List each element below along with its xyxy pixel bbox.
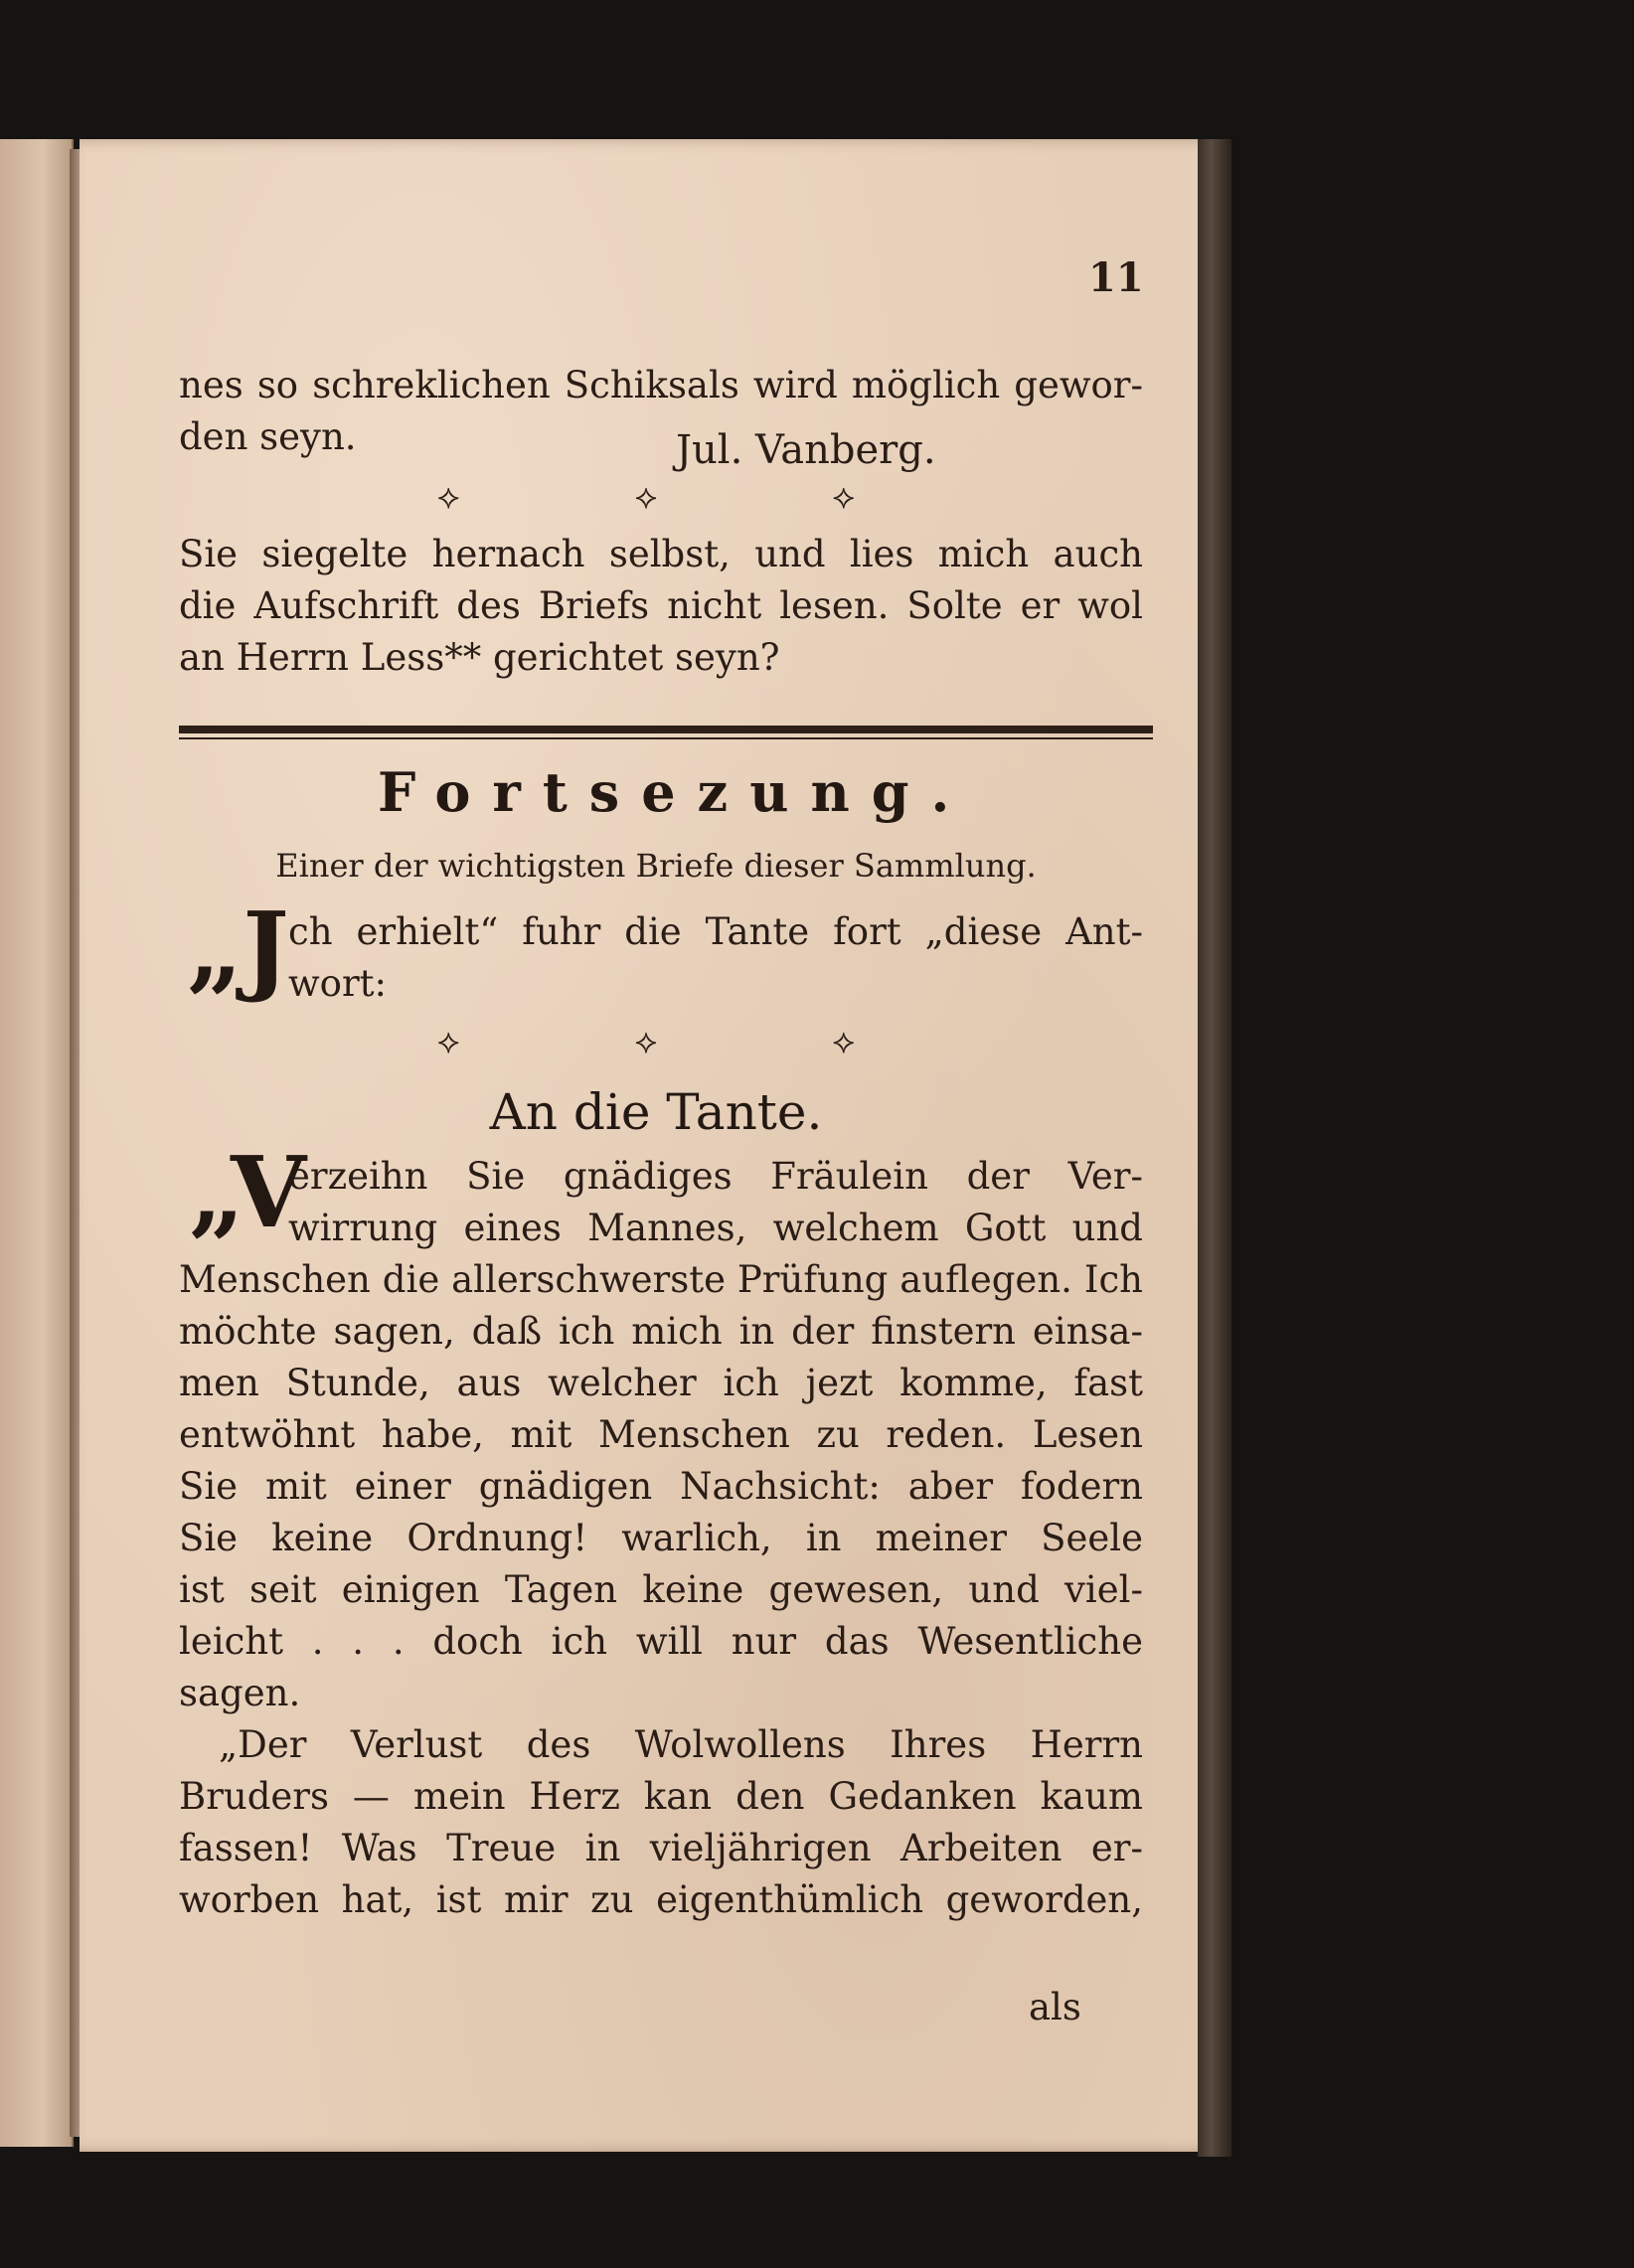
drop-cap-letter: V [230,1136,307,1250]
text-line: Sie siegelte hernach selbst, und lies mich auch [179,533,1143,575]
ornament-icon: ⟡ [832,477,855,517]
section-title: Fortsezung. [378,760,972,824]
drop-cap [189,1136,307,1250]
text-line: „Der Verlust des Wolwollens Ihres Herrn [219,1723,1143,1766]
text-line: Sie keine Ordnung! warlich, in meiner Seele [179,1517,1143,1559]
text-line: ch erhielt“ fuhr die Tante fort „diese Ant- [288,910,1143,953]
open-quote: „ [189,1136,231,1250]
letter-title: An die Tante. [489,1083,823,1141]
text-line: men Stunde, aus welcher ich jezt komme, fast [179,1362,1143,1404]
ornament-icon: ⟡ [437,477,460,517]
text-line: wirrung eines Mannes, welchem Gott und [288,1207,1143,1249]
text-line: wort: [288,962,387,1005]
top-text [179,360,1143,463]
text-line: leicht . . . doch ich will nur das Wesentliche [179,1620,1143,1663]
drop-cap [187,891,289,1006]
ornament-icon: ⟡ [634,1022,658,1061]
letter-body [179,1136,1143,1926]
text-line: Bruders — mein Herz kan den Gedanken kaum [179,1775,1143,1818]
text-line: Sie mit einer gnädigen Nachsicht: aber fodern [179,1465,1143,1508]
text-line: entwöhnt habe, mit Menschen zu reden. Lesen [179,1413,1143,1456]
text-line: ist seit einigen Tagen keine gewesen, und viel- [179,1568,1143,1611]
text-line: erzeihn Sie gnädiges Fräulein der Ver- [288,1155,1143,1198]
text-line: möchte sagen, daß ich mich in der finstern einsa- [179,1310,1143,1353]
text-line: nes so schreklichen Schiksals wird möglich gewor- [179,364,1143,406]
drop-cap-letter: J [243,891,289,1006]
text-line: an Herrn Less** gerichtet seyn? [179,636,780,679]
text-line: worben hat, ist mir zu eigenthümlich geworden, [179,1878,1143,1921]
text-line: sagen. [179,1672,301,1714]
catchword: als [1029,1986,1081,2028]
page-number: 11 [1088,254,1144,301]
ornament-icon: ⟡ [832,1022,855,1061]
section-rule [179,726,1153,739]
ornament-icon: ⟡ [437,1022,460,1061]
left-page-edge [0,139,74,2147]
text-line: fassen! Was Treue in vieljährigen Arbeiten er- [179,1827,1143,1869]
open-quote: „ [187,891,244,1006]
book-cover-edge [1198,139,1231,2157]
text-line: den seyn. [179,415,357,458]
intro-paragraph [179,891,1143,1010]
book-page [80,139,1223,2152]
ornament-row [437,1022,855,1061]
text-line: Menschen die allerschwerste Prüfung auflegen. Ich [179,1258,1143,1301]
after-letter-text [179,529,1143,684]
signature: Jul. Vanberg. [676,427,936,473]
section-subtitle: Einer der wichtigsten Briefe dieser Sammlung. [275,847,1037,885]
ornament-row [437,477,855,517]
text-line: die Aufschrift des Briefs nicht lesen. Solte er wol [179,584,1143,627]
ornament-icon: ⟡ [634,477,658,517]
